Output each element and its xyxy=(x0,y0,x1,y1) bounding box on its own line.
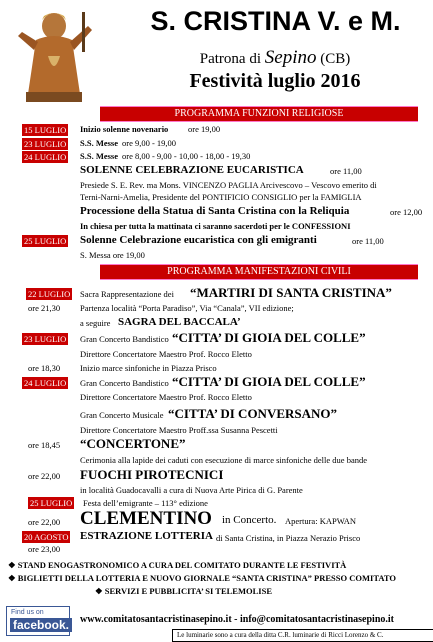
presiede-line-2: Terni-Narni-Amelia, Presidente del PONTIFICIO CONSIGLIO per la FAMIGLIA xyxy=(80,192,362,202)
c1-pre: Sacra Rappresentazione dei xyxy=(80,289,174,299)
clementino-title: CLEMENTINO xyxy=(80,508,212,529)
date-23-luglio-civ: 23 LUGLIO xyxy=(24,334,67,344)
note-stand xyxy=(8,560,346,571)
c2-pre: Gran Concerto Bandistico xyxy=(80,334,169,344)
date-24-luglio-rel: 24 LUGLIO xyxy=(24,152,67,162)
facebook-badge[interactable] xyxy=(6,606,70,636)
c1-time: ore 21,30 xyxy=(28,303,61,313)
c3-pre: Gran Concerto Bandistico xyxy=(80,378,169,388)
c4-detail: Cerimonia alla lapide dei caduti con esecuzione di marce sinfoniche delle due bande xyxy=(80,455,367,465)
novenario-text: Inizio solenne novenario xyxy=(80,124,169,134)
diamond-icon: ❖ xyxy=(8,560,16,570)
messe-23-time: ore 9,00 - 19,00 xyxy=(122,138,177,148)
processione-time: ore 12,00 xyxy=(390,207,423,217)
note-servizi-text: SERVIZI E PUBBLICITA’ SI TELEMOLISE xyxy=(104,586,272,596)
lotteria-detail: di Santa Cristina, in Piazza Nerazio Prisco xyxy=(216,533,361,543)
facebook-small-text: Find us on xyxy=(11,609,44,616)
date-22-luglio: 22 LUGLIO xyxy=(28,289,71,299)
banner-religious: PROGRAMMA FUNZIONI RELIGIOSE xyxy=(100,106,418,122)
clementino-apertura: Apertura: KAPWAN xyxy=(285,516,357,526)
martiri-title: “MARTIRI DI SANTA CRISTINA” xyxy=(190,285,392,300)
fuochi-title: FUOCHI PIROTECNICI xyxy=(80,467,224,482)
c2-detail: Inizio marce sinfoniche in Piazza Prisco xyxy=(80,363,217,373)
messe-24-text: S.S. Messe xyxy=(80,151,119,161)
confessioni-text: In chiesa per tutta la mattinata ci saranno sacerdoti per le CONFESSIONI xyxy=(80,221,351,231)
patrona-town: Sepino xyxy=(264,47,317,68)
note-stand-text: STAND ENOGASTRONOMICO A CURA DEL COMITATO DURANTE LE FESTIVITÀ xyxy=(17,560,347,570)
solenne-time: ore 11,00 xyxy=(330,166,362,176)
processione-title: Processione della Statua di Santa Cristina con la Reliquia xyxy=(80,205,350,217)
facebook-logo-text: facebook. xyxy=(10,618,72,632)
clementino-suffix: in Concerto. xyxy=(222,514,277,526)
date-23-luglio-rel: 23 LUGLIO xyxy=(24,139,67,149)
c3-dir: Direttore Concertatore Maestro Prof. Rocco Eletto xyxy=(80,392,252,402)
patrona-prefix: Patrona di xyxy=(199,51,262,67)
c1-seguire-pre: a seguire xyxy=(80,318,111,328)
c5-time: ore 22,00 xyxy=(28,471,61,481)
page-title: S. CRISTINA V. e M. xyxy=(150,6,401,36)
conversano-title: “CITTA’ DI CONVERSANO” xyxy=(168,406,338,421)
patrona-line xyxy=(150,47,400,69)
date-25-luglio-civ: 25 LUGLIO xyxy=(30,498,73,508)
note-biglietti xyxy=(8,573,396,584)
patrona-suffix: (CB) xyxy=(320,51,351,67)
lotteria-title: ESTRAZIONE LOTTERIA xyxy=(80,530,213,542)
messe-24-time: ore 8,00 - 9,00 - 10,00 - 18,00 - 19,30 xyxy=(122,151,251,161)
c1-detail: Partenza località “Porta Paradiso”, Via “Canala”, VII edizione; xyxy=(80,303,294,313)
saint-statue-image xyxy=(8,6,100,106)
diamond-icon: ❖ xyxy=(95,586,103,596)
presiede-line-1: Presiede S. E. Rev. ma Mons. VINCENZO PAGLIA Arcivescovo – Vescovo emerito di xyxy=(80,180,377,190)
banner-civil: PROGRAMMA MANIFESTAZIONI CIVILI xyxy=(100,264,418,280)
diamond-icon: ❖ xyxy=(8,573,16,583)
gioia-colle-title-23: “CITTA’ DI GIOIA DEL COLLE” xyxy=(172,330,366,345)
c3b-dir: Direttore Concertatore Maestro Proff.ssa Susanna Pescetti xyxy=(80,425,278,435)
concertone-title: “CONCERTONE” xyxy=(80,436,186,451)
website-link[interactable]: www.comitatosantacristinasepino.it - info@comitatosantacristinasepino.it xyxy=(80,614,395,625)
date-24-luglio-civ: 24 LUGLIO xyxy=(24,378,67,388)
note-servizi xyxy=(95,586,272,597)
c4-time: ore 18,45 xyxy=(28,440,61,450)
luminarie-credit: Le luminarie sono a cura della ditta C.R. luminarie di Ricci Lorenzo & C. xyxy=(172,629,433,642)
sagra-baccala: SAGRA DEL BACCALA’ xyxy=(118,316,241,328)
c7-time: ore 22,00 xyxy=(28,517,61,527)
date-20-agosto: 20 AGOSTO xyxy=(24,532,69,542)
emigranti-time: ore 11,00 xyxy=(352,236,384,246)
novenario-time: ore 19,00 xyxy=(188,124,221,134)
c8-time: ore 23,00 xyxy=(28,544,61,554)
emigrante-festa: Festa dell’emigrante – 113° edizione xyxy=(83,498,208,508)
c2-dir: Direttore Concertatore Maestro Prof. Rocco Eletto xyxy=(80,349,252,359)
messa-25-text: S. Messa ore 19,00 xyxy=(80,250,145,260)
emigranti-title: Solenne Celebrazione eucaristica con gli emigranti xyxy=(80,234,317,246)
gioia-colle-title-24: “CITTA’ DI GIOIA DEL COLLE” xyxy=(172,374,366,389)
c2-time: ore 18,30 xyxy=(28,363,61,373)
c3b-pre: Gran Concerto Musicale xyxy=(80,410,164,420)
date-25-luglio-rel: 25 LUGLIO xyxy=(24,236,67,246)
messe-23-text: S.S. Messe xyxy=(80,138,119,148)
solenne-title: SOLENNE CELEBRAZIONE EUCARISTICA xyxy=(80,164,304,176)
c5-detail: in località Guadocavalli a cura di Nuova Arte Pirica di G. Parente xyxy=(80,485,303,495)
date-15-luglio: 15 LUGLIO xyxy=(24,125,67,135)
note-biglietti-text: BIGLIETTI DELLA LOTTERIA E NUOVO GIORNALE “SANTA CRISTINA” PRESSO COMITATO xyxy=(17,573,396,583)
festivita-subtitle: Festività luglio 2016 xyxy=(189,70,361,92)
